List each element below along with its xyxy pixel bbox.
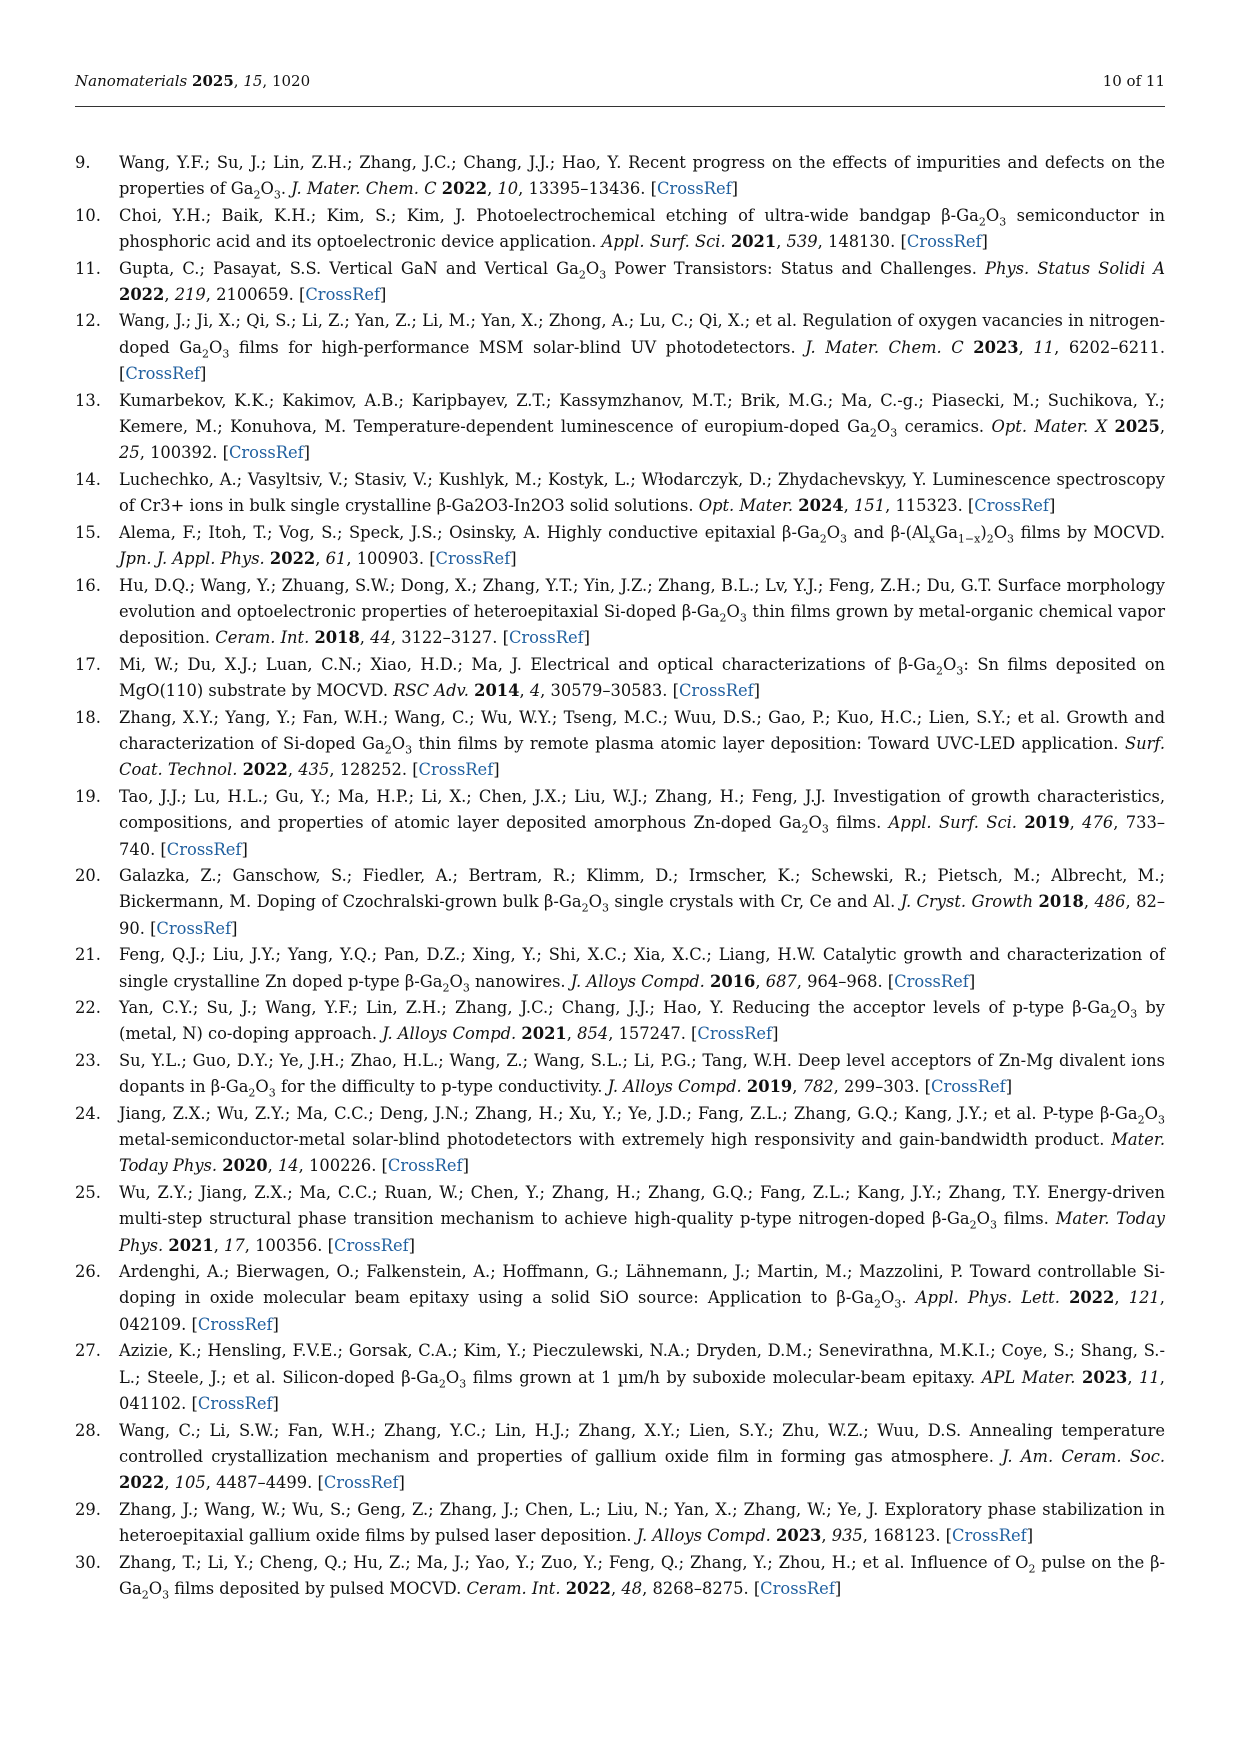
crossref-link[interactable]: CrossRef [197,1394,273,1414]
reference-journal: Opt. Mater. X [991,417,1108,437]
reference-item [75,1101,1165,1180]
reference-number: 13. [75,390,101,410]
reference-volume: 25 [119,443,140,463]
reference-journal: APL Mater. [981,1367,1076,1387]
reference-item [75,652,1165,705]
reference-authors-title: Mi, W.; Du, X.J.; Luan, C.N.; Xiao, H.D.; Ma, J. Electrical and optical characterizations of $\beta-Ga_2O_3$: Sn films deposited on MgO(110) substrate by MOCVD. [119,654,1166,701]
reference-year: 2021 [521,1024,567,1044]
reference-journal: Appl. Phys. Lett. [915,1288,1060,1308]
reference-text: Tao, J.J.; Lu, H.L.; Gu, Y.; Ma, H.P.; Li, X.; Chen, J.X.; Liu, W.J.; Zhang, H.; Feng, J.J. Investigation of growth characteristics, compositions, and properties of atomic layer deposited amorphous Zn-doped $Ga_2O_3$ films. Appl. Surf. Sci. 2019, 476, 733–740. [CrossRef] [119,786,1165,859]
reference-item [75,203,1165,256]
crossref-link[interactable]: CrossRef [894,971,969,991]
reference-year: 2023 [1082,1367,1128,1387]
reference-authors-title: Luchechko, A.; Vasyltsiv, V.; Stasiv, V.; Kushlyk, M.; Kostyk, L.; Włodarczyk, D.; Zhydachevskyy, Y. Luminescence spectroscopy of Cr3+ ions in bulk single crystalline β-Ga2O3-In2O3 solid solutions. [119,469,1165,516]
reference-year: 2023 [776,1526,822,1546]
reference-volume: 151 [853,496,886,516]
crossref-link[interactable]: CrossRef [435,549,511,569]
reference-item [75,1048,1165,1101]
reference-pages: 13395–13436 [528,179,641,199]
reference-year: 2022 [1069,1288,1115,1308]
reference-number: 25. [75,1182,101,1202]
reference-volume: 4 [529,681,541,701]
reference-year: 2022 [565,1578,612,1598]
reference-pages: 964–968 [807,971,878,991]
reference-number: 16. [75,575,101,595]
header-rule [75,106,1165,107]
reference-number: 20. [75,865,101,885]
reference-text: Wang, Y.F.; Su, J.; Lin, Z.H.; Zhang, J.C.; Chang, J.J.; Hao, Y. Recent progress on the effects of impurities and defects on the properties of $Ga_2O_3$. J. Mater. Chem. C 2022, 10, 13395–13436. [CrossRef] [119,153,1165,202]
reference-pages: 4487–4499 [216,1473,308,1493]
reference-volume: 105 [174,1473,206,1493]
reference-authors-title: Choi, Y.H.; Baik, K.H.; Kim, S.; Kim, J. Photoelectrochemical etching of ultra-wide bandgap $\beta-Ga_2O_3$ semiconductor in phosphoric acid and its optoelectronic device application. [119,205,1165,252]
reference-authors-title: Su, Y.L.; Guo, D.Y.; Ye, J.H.; Zhao, H.L.; Wang, Z.; Wang, S.L.; Li, P.G.; Tang, W.H. Deep level acceptors of Zn-Mg divalent ions dopants in $\beta-Ga_2O_3$ for the difficulty to p-type conductivity. [119,1050,1165,1100]
reference-journal: RSC Adv. [393,681,469,701]
crossref-link[interactable]: CrossRef [125,364,201,384]
crossref-link[interactable]: CrossRef [760,1578,835,1598]
reference-item [75,520,1165,573]
journal-citation: Nanomaterials 2025, 15, 1020 [75,72,311,90]
reference-item [75,467,1165,520]
reference-text: Alema, F.; Itoh, T.; Vog, S.; Speck, J.S.; Osinsky, A. Highly conductive epitaxial $\beta-Ga_2O_3$ and $\beta-(Al_xGa_{1-x})_2O_3$ films by MOCVD. Jpn. J. Appl. Phys. 2022, 61, 100903. [CrossRef] [119,522,1166,569]
reference-journal: Mater. Today Phys. [119,1209,1165,1255]
reference-number: 21. [75,945,101,965]
reference-journal: J. Alloys Compd. [636,1526,771,1546]
reference-item [75,942,1165,995]
crossref-link[interactable]: CrossRef [906,232,982,252]
reference-pages: 115323 [895,496,958,516]
reference-text: Mi, W.; Du, X.J.; Luan, C.N.; Xiao, H.D.; Ma, J. Electrical and optical characterizations of $\beta-Ga_2O_3$: Sn films deposited on MgO(110) substrate by MOCVD. RSC Adv. 2014, 4, 30579–30583. [CrossRef] [119,654,1166,701]
reference-volume: 61 [325,549,347,569]
reference-journal: J. Alloys Compd. [570,971,705,991]
reference-year: 2019 [1024,813,1070,833]
reference-text: Hu, D.Q.; Wang, Y.; Zhuang, S.W.; Dong, X.; Zhang, Y.T.; Yin, J.Z.; Zhang, B.L.; Lv, Y.J.; Feng, Z.H.; Du, G.T. Surface morphology evolution and optoelectronic properties of heteroepitaxial Si-doped $\beta-Ga_2O_3$ thin films grown by metal-organic chemical vapor deposition. Ceram. Int. 2018, 44, 3122–3127. [CrossRef] [119,575,1166,648]
reference-item [75,573,1165,652]
reference-number: 24. [75,1103,101,1123]
reference-text: Choi, Y.H.; Baik, K.H.; Kim, S.; Kim, J. Photoelectrochemical etching of ultra-wide bandgap $\beta-Ga_2O_3$ semiconductor in phosphoric acid and its optoelectronic device application. Appl. Surf. Sci. 2021, 539, 148130. [CrossRef] [119,205,1165,252]
reference-volume: 854 [577,1024,609,1044]
reference-journal: Ceram. Int. [466,1578,561,1598]
reference-volume: 11 [1139,1367,1160,1387]
reference-authors-title: Hu, D.Q.; Wang, Y.; Zhuang, S.W.; Dong, X.; Zhang, Y.T.; Yin, J.Z.; Zhang, B.L.; Lv, Y.J.; Feng, Z.H.; Du, G.T. Surface morphology evolution and optoelectronic properties of heteroepitaxial Si-doped $\beta-Ga_2O_3$ thin films grown by metal-organic chemical vapor deposition. [119,575,1166,648]
reference-item [75,388,1165,467]
reference-volume: 539 [786,232,818,252]
reference-journal: Appl. Surf. Sci. [601,232,726,252]
reference-item [75,1338,1165,1417]
reference-year: 2022 [119,1473,165,1493]
reference-item [75,308,1165,387]
reference-year: 2021 [730,232,777,252]
reference-year: 2020 [222,1156,268,1176]
reference-journal: J. Alloys Compd. [382,1024,517,1044]
reference-text: Azizie, K.; Hensling, F.V.E.; Gorsak, C.A.; Kim, Y.; Pieczulewski, N.A.; Dryden, D.M.; Senevirathna, M.K.I.; Coye, S.; Shang, S.-L.; Steele, J.; et al. Silicon-doped $\beta-Ga_2O_3$ films grown at 1 µm/h by suboxide molecular-beam epitaxy. APL Mater. 2023, 11, 041102. [CrossRef] [119,1341,1165,1414]
crossref-link[interactable]: CrossRef [418,760,494,780]
reference-pages: 100356 [255,1235,318,1255]
reference-authors-title: Wang, C.; Li, S.W.; Fan, W.H.; Zhang, Y.C.; Lin, H.J.; Zhang, X.Y.; Lien, S.Y.; Zhu, W.Z.; Wuu, D.S. Annealing temperature controlled crystallization mechanism and properties of gallium oxide film in forming gas atmosphere. [119,1420,1165,1466]
reference-authors-title: Alema, F.; Itoh, T.; Vog, S.; Speck, J.S.; Osinsky, A. Highly conductive epitaxial $\beta-Ga_2O_3$ and $\beta-(Al_xGa_{1-x})_2O_3$ films by MOCVD. [119,522,1166,545]
reference-authors-title: Wang, Y.F.; Su, J.; Lin, Z.H.; Zhang, J.C.; Chang, J.J.; Hao, Y. Recent progress on the effects of impurities and defects on the properties of $Ga_2O_3$. [119,153,1165,202]
reference-authors-title: Tao, J.J.; Lu, H.L.; Gu, Y.; Ma, H.P.; Li, X.; Chen, J.X.; Liu, W.J.; Zhang, H.; Feng, J.J. Investigation of growth characteristics, compositions, and properties of atomic layer deposited amorphous Zn-doped $Ga_2O_3$ films. [119,786,1165,836]
reference-volume: 935 [831,1526,863,1546]
reference-authors-title: Wu, Z.Y.; Jiang, Z.X.; Ma, C.C.; Ruan, W.; Chen, Y.; Zhang, H.; Zhang, G.Q.; Fang, Z.L.; Kang, J.Y.; Zhang, T.Y. Energy-driven multi-step structural phase transition mechanism to achieve high-quality p-type nitrogen-doped $\beta-Ga_2O_3$ films. [119,1182,1165,1232]
crossref-link[interactable]: CrossRef [656,179,732,199]
reference-year: 2024 [798,496,844,516]
reference-pages: 157247 [618,1024,681,1044]
reference-year: 2018 [314,628,360,648]
reference-year: 2014 [474,681,520,701]
reference-journal: Phys. Status Solidi A [985,258,1165,278]
reference-text: Ardenghi, A.; Bierwagen, O.; Falkenstein, A.; Hoffmann, G.; Lähnemann, J.; Martin, M.; Mazzolini, P. Toward controllable Si-doping in oxide molecular beam epitaxy using a solid SiO source: Application to $\beta-Ga_2O_3$. Appl. Phys. Lett. 2022, 121, 042109. [CrossRef] [119,1262,1165,1334]
reference-number: 10. [75,205,101,225]
reference-text: Yan, C.Y.; Su, J.; Wang, Y.F.; Lin, Z.H.; Zhang, J.C.; Chang, J.J.; Hao, Y. Reducing the acceptor levels of p-type $\beta-Ga_2O_3$ by (metal, N) co-doping approach. J. Alloys Compd. 2021, 854, 157247. [CrossRef] [119,998,1165,1044]
reference-text: Kumarbekov, K.K.; Kakimov, A.B.; Karipbayev, Z.T.; Kassymzhanov, M.T.; Brik, M.G.; Ma, C.-g.; Piasecki, M.; Suchikova, Y.; Kemere, M.; Konuhova, M. Temperature-dependent luminescence of europium-doped $Ga_2O_3$ ceramics. Opt. Mater. X 2025, 25, 100392. [CrossRef] [119,390,1165,463]
reference-authors-title: Zhang, J.; Wang, W.; Wu, S.; Geng, Z.; Zhang, J.; Chen, L.; Liu, N.; Yan, X.; Zhang, W.; Ye, J. Exploratory phase stabilization in heteroepitaxial gallium oxide films by pulsed laser deposition. [119,1499,1165,1546]
reference-pages: 8268–8275 [652,1578,744,1598]
reference-journal: J. Alloys Compd. [607,1077,742,1097]
reference-authors-title: Feng, Q.J.; Liu, J.Y.; Yang, Y.Q.; Pan, D.Z.; Xing, Y.; Shi, X.C.; Xia, X.C.; Liang, H.W. Catalytic growth and characterization of single crystalline Zn doped p-type $\beta-Ga_2O_3$ nanowires. [119,945,1165,994]
reference-number: 27. [75,1341,101,1361]
reference-journal: Mater. Today Phys. [119,1130,1165,1176]
reference-volume: 435 [298,760,330,780]
reference-item [75,1259,1165,1338]
reference-text: Galazka, Z.; Ganschow, S.; Fiedler, A.; Bertram, R.; Klimm, D.; Irmscher, K.; Schewski, R.; Pietsch, M.; Albrecht, M.; Bickermann, M. Doping of Czochralski-grown bulk $\beta-Ga_2O_3$ single crystals with Cr, Ce and Al. J. Cryst. Growth 2018, 486, 82–90. [CrossRef] [119,865,1165,938]
crossref-link[interactable]: CrossRef [387,1156,463,1176]
crossref-link[interactable]: CrossRef [323,1473,399,1493]
reference-year: 2022 [119,285,165,305]
reference-item [75,1418,1165,1497]
reference-number: 29. [75,1499,101,1519]
reference-pages: 100392 [150,443,213,463]
reference-pages: 82–90 [119,892,1165,938]
crossref-link[interactable]: CrossRef [697,1024,773,1044]
reference-year: 2023 [973,337,1019,357]
reference-text: Wang, J.; Ji, X.; Qi, S.; Li, Z.; Yan, Z.; Li, M.; Yan, X.; Zhong, A.; Lu, C.; Qi, X.; et al. Regulation of oxygen vacancies in nitrogen-doped $Ga_2O_3$ films for high-performance MSM solar-blind UV photodetectors. J. Mater. Chem. C 2023, 11, 6202–6211. [CrossRef] [119,311,1166,384]
reference-number: 14. [75,469,101,489]
reference-text: Zhang, J.; Wang, W.; Wu, S.; Geng, Z.; Zhang, J.; Chen, L.; Liu, N.; Yan, X.; Zhang, W.; Ye, J. Exploratory phase stabilization in heteroepitaxial gallium oxide films by pulsed laser deposition. J. Alloys Compd. 2023, 935, 168123. [CrossRef] [119,1499,1165,1546]
reference-journal: J. Cryst. Growth [900,892,1034,912]
reference-journal: Surf. Coat. Technol. [119,733,1165,780]
crossref-link[interactable]: CrossRef [974,496,1049,516]
reference-pages: 148130 [827,232,891,252]
reference-journal: Ceram. Int. [215,628,310,648]
reference-pages: 100903 [356,549,419,569]
reference-volume: 44 [370,628,391,648]
reference-authors-title: Gupta, C.; Pasayat, S.S. Vertical GaN and Vertical $Ga_2O_3$ Power Transistors: Status and Challenges. [119,258,977,281]
reference-year: 2022 [269,549,316,569]
reference-authors-title: Yan, C.Y.; Su, J.; Wang, Y.F.; Lin, Z.H.; Zhang, J.C.; Chang, J.J.; Hao, Y. Reducing the acceptor levels of p-type $\beta-Ga_2O_3$ by (metal, N) co-doping approach. [119,998,1165,1044]
reference-volume: 11 [1033,337,1055,357]
reference-volume: 48 [621,1578,643,1598]
reference-volume: 687 [765,971,797,991]
reference-authors-title: Zhang, T.; Li, Y.; Cheng, Q.; Hu, Z.; Ma, J.; Yao, Y.; Zuo, Y.; Feng, Q.; Zhang, Y.; Zhou, H.; et al. Influence of $O_2$ pulse on the $\beta-Ga_2O_3$ films deposited by pulsed MOCVD. [119,1552,1165,1602]
reference-text: Zhang, T.; Li, Y.; Cheng, Q.; Hu, Z.; Ma, J.; Yao, Y.; Zuo, Y.; Feng, Q.; Zhang, Y.; Zhou, H.; et al. Influence of $O_2$ pulse on the $\beta-Ga_2O_3$ films deposited by pulsed MOCVD. Ceram. Int. 2022, 48, 8268–8275. [CrossRef] [119,1552,1165,1602]
reference-item [75,995,1165,1048]
reference-authors-title: Wang, J.; Ji, X.; Qi, S.; Li, Z.; Yan, Z.; Li, M.; Yan, X.; Zhong, A.; Lu, C.; Qi, X.; et al. Regulation of oxygen vacancies in nitrogen-doped $Ga_2O_3$ films for high-performance MSM solar-blind UV photodetectors. [119,311,1165,361]
reference-authors-title: Zhang, X.Y.; Yang, Y.; Fan, W.H.; Wang, C.; Wu, W.Y.; Tseng, M.C.; Wuu, D.S.; Gao, P.; Kuo, H.C.; Lien, S.Y.; et al. Growth and characterization of Si-doped $Ga_2O_3$ thin films by remote plasma atomic layer deposition: Toward UVC-LED application. [119,707,1165,757]
reference-pages: 100226 [309,1156,372,1176]
reference-text: Feng, Q.J.; Liu, J.Y.; Yang, Y.Q.; Pan, D.Z.; Xing, Y.; Shi, X.C.; Xia, X.C.; Liang, H.W. Catalytic growth and characterization of single crystalline Zn doped p-type $\beta-Ga_2O_3$ nanowires. J. Alloys Compd. 2016, 687, 964–968. [CrossRef] [119,945,1165,994]
reference-year: 2018 [1038,892,1084,912]
crossref-link[interactable]: CrossRef [678,681,754,701]
reference-text: Wang, C.; Li, S.W.; Fan, W.H.; Zhang, Y.C.; Lin, H.J.; Zhang, X.Y.; Lien, S.Y.; Zhu, W.Z.; Wuu, D.S. Annealing temperature controlled crystallization mechanism and properties of gallium oxide film in forming gas atmosphere. J. Am. Ceram. Soc. 2022, 105, 4487–4499. [CrossRef] [119,1420,1165,1493]
reference-authors-title: Azizie, K.; Hensling, F.V.E.; Gorsak, C.A.; Kim, Y.; Pieczulewski, N.A.; Dryden, D.M.; Senevirathna, M.K.I.; Coye, S.; Shang, S.-L.; Steele, J.; et al. Silicon-doped $\beta-Ga_2O_3$ films grown at 1 µm/h by suboxide molecular-beam epitaxy. [119,1341,1165,1390]
reference-text: Su, Y.L.; Guo, D.Y.; Ye, J.H.; Zhao, H.L.; Wang, Z.; Wang, S.L.; Li, P.G.; Tang, W.H. Deep level acceptors of Zn-Mg divalent ions dopants in $\beta-Ga_2O_3$ for the difficulty to p-type conductivity. J. Alloys Compd. 2019, 782, 299–303. [CrossRef] [119,1050,1165,1100]
reference-item [75,1550,1165,1603]
reference-text: Zhang, X.Y.; Yang, Y.; Fan, W.H.; Wang, C.; Wu, W.Y.; Tseng, M.C.; Wuu, D.S.; Gao, P.; Kuo, H.C.; Lien, S.Y.; et al. Growth and characterization of Si-doped $Ga_2O_3$ thin films by remote plasma atomic layer deposition: Toward UVC-LED application. Surf. Coat. Technol. 2022, 435, 128252. [CrossRef] [119,707,1165,780]
reference-number: 28. [75,1420,101,1440]
running-header [75,72,1165,90]
reference-journal: Appl. Surf. Sci. [888,813,1017,833]
journal-year: 2025 [192,72,234,90]
crossref-link[interactable]: CrossRef [508,628,584,648]
reference-text: Luchechko, A.; Vasyltsiv, V.; Stasiv, V.; Kushlyk, M.; Kostyk, L.; Włodarczyk, D.; Zhydachevskyy, Y. Luminescence spectroscopy of Cr3+ ions in bulk single crystalline β-Ga2O3-In2O3 solid solutions. Opt. Mater. 2024, 151, 115323. [CrossRef] [119,469,1165,516]
reference-item [75,1180,1165,1259]
reference-journal: J. Mater. Chem. C [805,337,964,357]
reference-pages: 168123 [873,1526,936,1546]
reference-authors-title: Kumarbekov, K.K.; Kakimov, A.B.; Karipbayev, Z.T.; Kassymzhanov, M.T.; Brik, M.G.; Ma, C.-g.; Piasecki, M.; Suchikova, Y.; Kemere, M.; Konuhova, M. Temperature-dependent luminescence of europium-doped $Ga_2O_3$ ceramics. [119,390,1165,440]
reference-pages: 3122–3127 [401,628,493,648]
page-number: 10 of 11 [1102,72,1165,90]
crossref-link[interactable]: CrossRef [333,1235,409,1255]
reference-text: Jiang, Z.X.; Wu, Z.Y.; Ma, C.C.; Deng, J.N.; Zhang, H.; Xu, Y.; Ye, J.D.; Fang, Z.L.; Zhang, G.Q.; Kang, J.Y.; et al. P-type $\beta-Ga_2O_3$ metal-semiconductor-metal solar-blind photodetectors with extremely high responsivity and gain-bandwidth product. Mater. Today Phys. 2020, 14, 100226. [CrossRef] [119,1103,1165,1176]
reference-item [75,705,1165,784]
reference-journal: Jpn. J. Appl. Phys. [119,549,265,569]
reference-year: 2021 [168,1235,214,1255]
reference-number: 15. [75,522,101,542]
reference-item [75,1497,1165,1550]
reference-pages: 733–740 [119,813,1165,859]
reference-number: 18. [75,707,101,727]
reference-pages: 041102 [119,1394,182,1414]
reference-year: 2025 [1114,417,1160,437]
reference-pages: 30579–30583 [550,681,663,701]
reference-volume: 17 [224,1235,245,1255]
reference-number: 23. [75,1050,101,1070]
reference-year: 2022 [441,179,488,199]
reference-volume: 782 [802,1077,834,1097]
reference-year: 2016 [710,971,756,991]
reference-number: 26. [75,1262,101,1282]
reference-year: 2022 [242,760,288,780]
journal-name: Nanomaterials [75,72,188,90]
reference-authors-title: Galazka, Z.; Ganschow, S.; Fiedler, A.; Bertram, R.; Klimm, D.; Irmscher, K.; Schewski, R.; Pietsch, M.; Albrecht, M.; Bickermann, M. Doping of Czochralski-grown bulk $\beta-Ga_2O_3$ single crystals with Cr, Ce and Al. [119,865,1165,915]
article-number: 1020 [271,72,311,90]
reference-volume: 476 [1082,813,1114,833]
reference-number: 22. [75,998,101,1017]
crossref-link[interactable]: CrossRef [305,285,381,305]
reference-volume: 219 [174,285,206,305]
crossref-link[interactable]: CrossRef [156,918,232,938]
reference-pages: 2100659 [216,285,289,305]
reference-number: 17. [75,654,101,674]
crossref-link[interactable]: CrossRef [197,1314,273,1334]
reference-item [75,150,1165,203]
reference-text: Wu, Z.Y.; Jiang, Z.X.; Ma, C.C.; Ruan, W.; Chen, Y.; Zhang, H.; Zhang, G.Q.; Fang, Z.L.; Kang, J.Y.; Zhang, T.Y. Energy-driven multi-step structural phase transition mechanism to achieve high-quality p-type nitrogen-doped $\beta-Ga_2O_3$ films. Mater. Today Phys. 2021, 17, 100356. [CrossRef] [119,1182,1165,1255]
reference-journal: Opt. Mater. [698,496,794,516]
reference-item [75,256,1165,309]
reference-authors-title: Ardenghi, A.; Bierwagen, O.; Falkenstein, A.; Hoffmann, G.; Lähnemann, J.; Martin, M.; Mazzolini, P. Toward controllable Si-doping in oxide molecular beam epitaxy using a solid SiO source: Application to $\beta-Ga_2O_3$. [119,1262,1165,1311]
crossref-link[interactable]: CrossRef [166,839,242,859]
reference-authors-title: Jiang, Z.X.; Wu, Z.Y.; Ma, C.C.; Deng, J.N.; Zhang, H.; Xu, Y.; Ye, J.D.; Fang, Z.L.; Zhang, G.Q.; Kang, J.Y.; et al. P-type $\beta-Ga_2O_3$ metal-semiconductor-metal solar-blind photodetectors with extremely high responsivity and gain-bandwidth product. [119,1103,1165,1150]
reference-number: 11. [75,258,101,278]
journal-volume: 15 [243,72,263,90]
crossref-link[interactable]: CrossRef [952,1526,1027,1546]
reference-number: 19. [75,786,101,806]
reference-journal: J. Mater. Chem. C [291,179,437,199]
reference-volume: 14 [277,1156,299,1176]
reference-volume: 10 [497,179,519,199]
reference-number: 12. [75,311,101,331]
reference-item [75,784,1165,863]
reference-text: Gupta, C.; Pasayat, S.S. Vertical GaN and Vertical $Ga_2O_3$ Power Transistors: Status and Challenges. Phys. Status Solidi A 2022, 219, 2100659. [CrossRef] [119,258,1165,305]
reference-pages: 6202–6211 [1068,337,1160,357]
reference-year: 2019 [746,1077,793,1097]
reference-pages: 042109 [119,1314,182,1334]
reference-item [75,863,1165,942]
reference-number: 30. [75,1552,101,1572]
reference-pages: 299–303 [844,1077,915,1097]
crossref-link[interactable]: CrossRef [931,1077,1006,1097]
reference-number: 9. [75,153,91,172]
reference-list [75,150,1165,1602]
reference-volume: 121 [1128,1288,1160,1308]
crossref-link[interactable]: CrossRef [228,443,304,463]
reference-journal: J. Am. Ceram. Soc. [1002,1446,1165,1466]
reference-volume: 486 [1094,892,1126,912]
reference-pages: 128252 [339,760,402,780]
